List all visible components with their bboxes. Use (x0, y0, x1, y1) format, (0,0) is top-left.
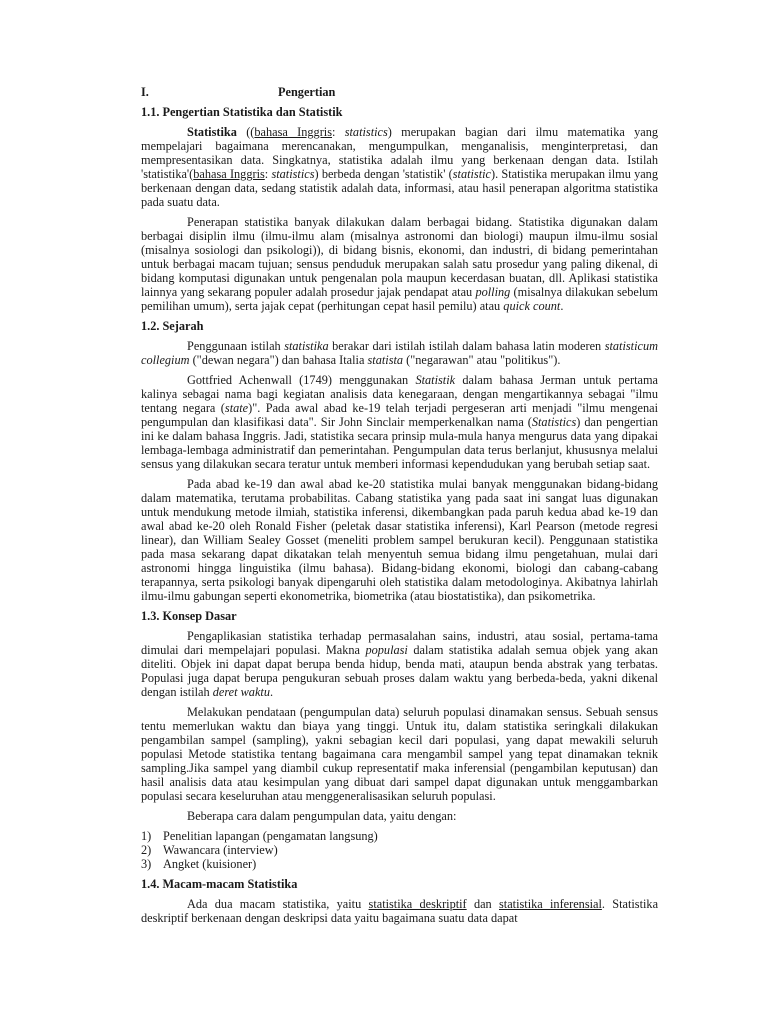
list-number: 3) (141, 857, 152, 871)
collection-methods-list (141, 829, 658, 871)
term-statistics: statistics (344, 125, 388, 139)
paragraph-istilah (141, 339, 658, 367)
paragraph-achenwall (141, 373, 658, 471)
chapter-heading (141, 85, 658, 99)
term-populasi: populasi (365, 643, 408, 657)
section-number: 1.2. (141, 319, 160, 333)
text: Pengaplikasian statistika terhadap permasalahan sains, industri, atau sosial, pertama-tama dimulai dari mempelajari populasi. Makna (141, 629, 658, 657)
paragraph-definition (141, 125, 658, 209)
text: . Statistika deskriptif berkenaan dengan deskripsi data yaitu bagaimana suatu data dapat (141, 897, 659, 925)
list-lead: Beberapa cara dalam pengumpulan data, yaitu dengan: (187, 809, 457, 823)
section-heading-1-3 (141, 609, 658, 623)
link-statistika-deskriptif[interactable]: statistika deskriptif (368, 897, 467, 911)
text: ("negarawan" atau "politikus"). (403, 353, 561, 367)
term-statistic: statistic (452, 167, 492, 181)
section-heading-1-1 (141, 105, 658, 119)
text: ). Statistika merupakan ilmu yang berkenaan dengan data, sedang statistik adalah data, informasi, atau hasil penerapan algoritma statistika pada suatu data. (141, 167, 658, 209)
text: (( (236, 125, 255, 139)
text: (misalnya dilakukan sebelum pemilihan umum), serta jajak cepat (perhitungan cepat hasil pemilu) atau (141, 285, 658, 313)
section-heading-1-2 (141, 319, 658, 333)
text: dalam statistika adalah semua objek yang akan diteliti. Objek ini dapat dapat berupa benda hidup, benda mati, ataupun benda abstrak yang terbatas. Populasi juga dapat berupa pengukuran sebuah proses dalam waktu yang berbeda-beda, yakni dikenal dengan istilah (141, 643, 658, 699)
term-statistik: Statistik (415, 373, 456, 387)
term-statisticum-collegium: statisticum collegium (141, 339, 658, 367)
chapter-title: Pengertian (278, 85, 336, 99)
section-heading-1-4 (141, 877, 658, 891)
text: : (332, 125, 345, 139)
term-state: state (224, 401, 249, 415)
link-statistika-inferensial[interactable]: statistika inferensial (499, 897, 602, 911)
text: : (264, 167, 272, 181)
chapter-number: I. (141, 85, 149, 99)
section-number: 1.1. (141, 105, 160, 119)
section-title: Konsep Dasar (162, 609, 237, 623)
section-number: 1.4. (141, 877, 160, 891)
term-quick-count: quick count (503, 299, 561, 313)
section-title: Pengertian Statistika dan Statistik (162, 105, 343, 119)
term-polling: polling (475, 285, 511, 299)
term-statistics: Statistics (531, 415, 577, 429)
list-number: 2) (141, 843, 152, 857)
text: ) berbeda dengan 'statistik' ( (314, 167, 453, 181)
section-title: Sejarah (162, 319, 204, 333)
text: ) dan pengertian ini ke dalam bahasa Inggris. Jadi, statistika secara prinsip mula-mula hanya mengurus data yang dipakai lembaga-lembaga administratif dan pemerintahan. Pengumpulan data terus berlanjut, khususnya melalui sensus yang dilakukan secara teratur untuk memberi informasi kependudukan yang berubah setiap saat. (141, 415, 658, 471)
list-item (141, 843, 658, 857)
text: dalam bahasa Jerman untuk pertama kalinya sebagai nama bagi kegiatan analisis data kenegaraan, dengan mengartikannya sebagai "ilmu tentang negara ( (141, 373, 659, 415)
list-text: Wawancara (interview) (163, 843, 278, 857)
term-statistics: statistics (271, 167, 315, 181)
text: Gottfried Achenwall (1749) menggunakan (187, 373, 416, 387)
paragraph-macam (141, 897, 658, 925)
text: dan (466, 897, 499, 911)
text: Penerapan statistika banyak dilakukan dalam berbagai bidang. Statistika digunakan dalam berbagai disiplin ilmu (ilmu-ilmu alam (misalnya astronomi dan biologi) maupun ilmu-ilmu sosial (misalnya sosiologi dan psikologi)), di bidang bisnis, ekonomi, dan industri, di bidang pemerintahan untuk berbagai macam tujuan; sensus penduduk merupakan salah satu prosedur yang paling dikenal, di bidang komputasi digunakan untuk pengenalan pola maupun kecerdasan buatan, dll. Aplikasi statistika lainnya yang sekarang populer adalah prosedur jajak pendapat atau (141, 215, 658, 299)
link-bahasa-inggris[interactable]: bahasa Inggris (193, 167, 265, 181)
text: )". Pada awal abad ke-19 telah terjadi pergeseran arti menjadi "ilmu mengenai pengumpulan dan klasifikasi data". Sir John Sinclair memperkenalkan nama ( (141, 401, 658, 429)
text: Penggunaan istilah (187, 339, 285, 353)
link-bahasa-inggris[interactable]: bahasa Inggris (254, 125, 332, 139)
text: ("dewan negara") dan bahasa Italia (189, 353, 368, 367)
list-item (141, 829, 658, 843)
text: . (560, 299, 564, 313)
list-number: 1) (141, 829, 152, 843)
list-item (141, 857, 658, 871)
term-statistika: Statistika (187, 125, 237, 139)
text: ) merupakan bagian dari ilmu matematika yang mempelajari bagaimana merencanakan, mengumpulkan, menganalisis, menginterpretasi, dan mempresentasikan data. Singkatnya, statistika adalah ilmu yang berkenaan dengan data. Istilah 'statistika'( (141, 125, 659, 181)
list-text: Penelitian lapangan (pengamatan langsung) (163, 829, 378, 843)
text: . (269, 685, 274, 699)
paragraph-populasi (141, 629, 658, 699)
text: berakar dari istilah istilah dalam bahasa latin moderen (328, 339, 605, 353)
term-statistika: statistika (284, 339, 329, 353)
text: Ada dua macam statistika, yaitu (187, 897, 369, 911)
paragraph-sensus: Melakukan pendataan (pengumpulan data) seluruh populasi dinamakan sensus. Sebuah sensus tentu memerlukan waktu dan biaya yang tinggi. Untuk itu, dalam statistika seringkali dilakukan pengambilan sampel (sampling), yakni sebagian kecil dari populasi, yang dapat mewakili seluruh populasi Metode statistika tentang bagaimana cara mengambil sampel yang tepat dinamakan teknik sampling.Jika sampel yang diambil cukup representatif maka inferensial (pengambilan keputusan) dan hasil analisis data atau kesimpulan yang dibuat dari sampel dapat digunakan untuk menggambarkan populasi secara keseluruhan atau menggeneralisasikan seluruh populasi. (141, 705, 658, 803)
term-statista: statista (367, 353, 404, 367)
section-number: 1.3. (141, 609, 160, 623)
list-text: Angket (kuisioner) (163, 857, 257, 871)
paragraph-penerapan (141, 215, 658, 313)
term-deret-waktu: deret waktu (212, 685, 270, 699)
paragraph-abad-19: Pada abad ke-19 dan awal abad ke-20 statistika mulai banyak menggunakan bidang-bidang dalam matematika, terutama probabilitas. Cabang statistika yang pada saat ini sangat luas digunakan untuk mendukung metode ilmiah, statistika inferensi, dikembangkan pada paruh kedua abad ke-19 dan awal abad ke-20 oleh Ronald Fisher (peletak dasar statistika inferensi), Karl Pearson (metode regresi linear), dan William Sealey Gosset (meneliti problem sampel berukuran kecil). Penggunaan statistika pada masa sekarang dapat dikatakan telah menyentuh semua bidang ilmu pengetahuan, mulai dari astronomi hingga linguistika (ilmu bahasa). Bidang-bidang ekonomi, biologi dan cabang-cabang terapannya, serta psikologi banyak dipengaruhi oleh statistika dalam metodologinya. Akibatnya lahirlah ilmu-ilmu gabungan seperti ekonometrika, biometrika (atau biostatistika), dan psikometrika. (141, 477, 658, 603)
section-title: Macam-macam Statistika (162, 877, 298, 891)
